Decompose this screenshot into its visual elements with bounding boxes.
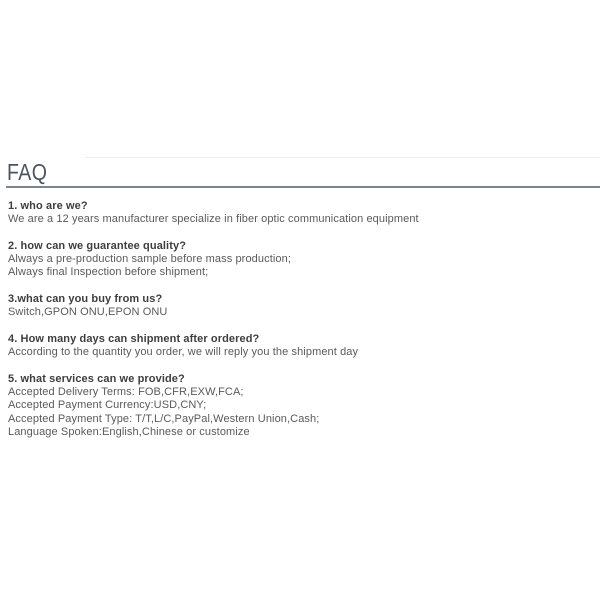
faq-answer-line: Accepted Delivery Terms: FOB,CFR,EXW,FCA; [8, 386, 244, 399]
faq-answer-line: Language Spoken:English,Chinese or customize [8, 426, 250, 439]
faq-title-underline [6, 186, 600, 188]
faq-answers [8, 386, 596, 439]
faq-answer-line: Accepted Payment Currency:USD,CNY; [8, 399, 207, 412]
faq-question: 3.what can you buy from us? [8, 293, 163, 306]
faq-question: 2. how can we guarantee quality? [8, 239, 187, 252]
faq-item [8, 333, 596, 360]
faq-answer-line: Switch,GPON ONU,EPON ONU [8, 306, 168, 319]
faq-answer-line: We are a 12 years manufacturer specialize in fiber optic communication equipment [8, 213, 419, 226]
faq-question: 4. How many days can shipment after ordered? [8, 332, 260, 345]
previous-section-divider [85, 157, 600, 158]
faq-item [8, 293, 596, 320]
faq-answers [8, 253, 596, 280]
faq-item [8, 373, 596, 439]
faq-section-title: FAQ [7, 159, 48, 185]
faq-answers [8, 346, 596, 359]
faq-question: 5. what services can we provide? [8, 372, 185, 385]
faq-question: 1. who are we? [8, 200, 88, 212]
faq-answer-line: Always a pre-production sample before mass production; [8, 253, 291, 266]
faq-answers [8, 213, 596, 226]
faq-answers [8, 306, 596, 319]
faq-item [8, 240, 596, 280]
faq-answer-line: Always final Inspection before shipment; [8, 266, 209, 279]
faq-answer-line: Accepted Payment Type: T/T,L/C,PayPal,Western Union,Cash; [8, 412, 320, 425]
faq-item [8, 200, 596, 227]
faq-list [8, 200, 596, 453]
faq-answer-line: According to the quantity you order, we will reply you the shipment day [8, 346, 359, 359]
